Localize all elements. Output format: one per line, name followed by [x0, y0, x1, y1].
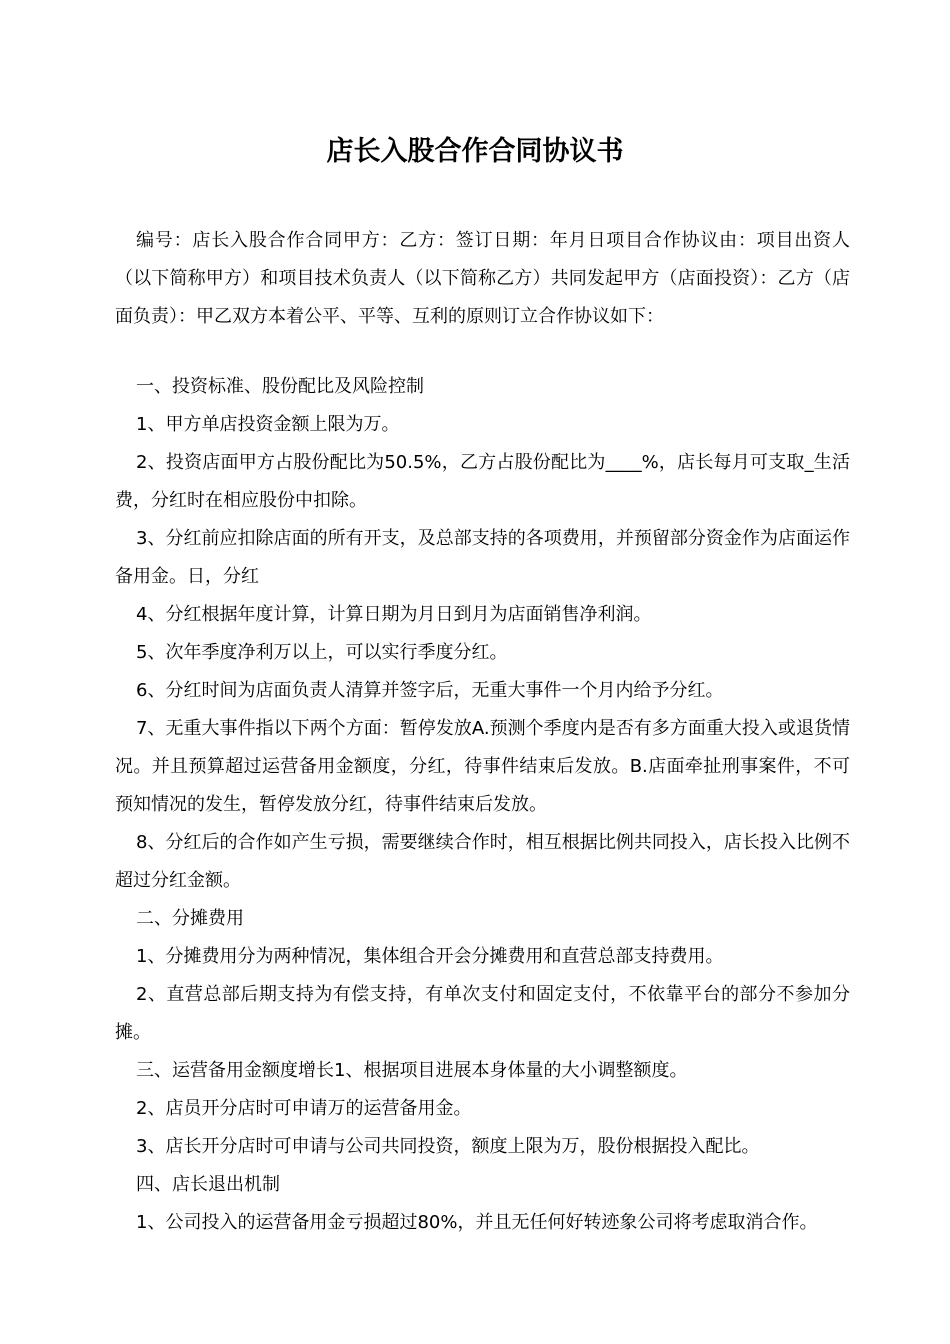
clause-1-2: 2、投资店面甲方占股份配比为50.5%，乙方占股份配比为____%，店长每月可支取_生活费，分红时在相应股份中扣除。 [115, 452, 850, 511]
section-heading-1: 一、投资标准、股份配比及风险控制 [136, 376, 424, 397]
clause-1-4: 4、分红根据年度计算，计算日期为月日到月为店面销售净利润。 [136, 604, 652, 625]
clause-2-2: 2、直营总部后期支持为有偿支持，有单次支付和固定支付，不依靠平台的部分不参加分摊。 [115, 984, 850, 1043]
clause-1-8: 8、分红后的合作如产生亏损，需要继续合作时，相互根据比例共同投入，店长投入比例不超过分红金额。 [115, 832, 850, 891]
clause-1-5: 5、次年季度净利万以上，可以实行季度分红。 [136, 642, 508, 663]
clause-4-1: 1、公司投入的运营备用金亏损超过80%，并且无任何好转迹象公司将考虑取消合作。 [136, 1212, 818, 1233]
clause-1-3: 3、分红前应扣除店面的所有开支，及总部支持的各项费用，并预留部分资金作为店面运作备用金。日，分红 [115, 528, 850, 587]
document-title: 店长入股合作合同协议书 [326, 136, 624, 167]
document-body [115, 368, 850, 1242]
section-heading-2: 二、分摊费用 [136, 908, 244, 929]
clause-3-3: 3、店长开分店时可申请与公司共同投资，额度上限为万，股份根据投入配比。 [136, 1136, 760, 1157]
clause-1-1: 1、甲方单店投资金额上限为万。 [136, 414, 400, 435]
section-heading-3: 三、运营备用金额度增长1、根据项目进展本身体量的大小调整额度。 [136, 1060, 688, 1081]
intro-paragraph: 编号：店长入股合作合同甲方：乙方：签订日期：年月日项目合作协议由：项目出资人（以下简称甲方）和项目技术负责人（以下简称乙方）共同发起甲方（店面投资）：乙方（店面负责）：甲乙双方本着公平、平等、互利的原则订立合作协议如下： [115, 230, 850, 327]
clause-1-6: 6、分红时间为店面负责人清算并签字后，无重大事件一个月内给予分红。 [136, 680, 724, 701]
section-heading-4: 四、店长退出机制 [136, 1174, 280, 1195]
clause-2-1: 1、分摊费用分为两种情况，集体组合开会分摊费用和直营总部支持费用。 [136, 946, 724, 967]
clause-1-7: 7、无重大事件指以下两个方面：暂停发放A.预测个季度内是否有多方面重大投入或退货情况。并且预算超过运营备用金额度，分红，待事件结束后发放。B.店面牵扯刑事案件，不可预知情况的发生，暂停发放分红，待事件结束后发放。 [115, 718, 850, 815]
clause-3-2: 2、店员开分店时可申请万的运营备用金。 [136, 1098, 472, 1119]
